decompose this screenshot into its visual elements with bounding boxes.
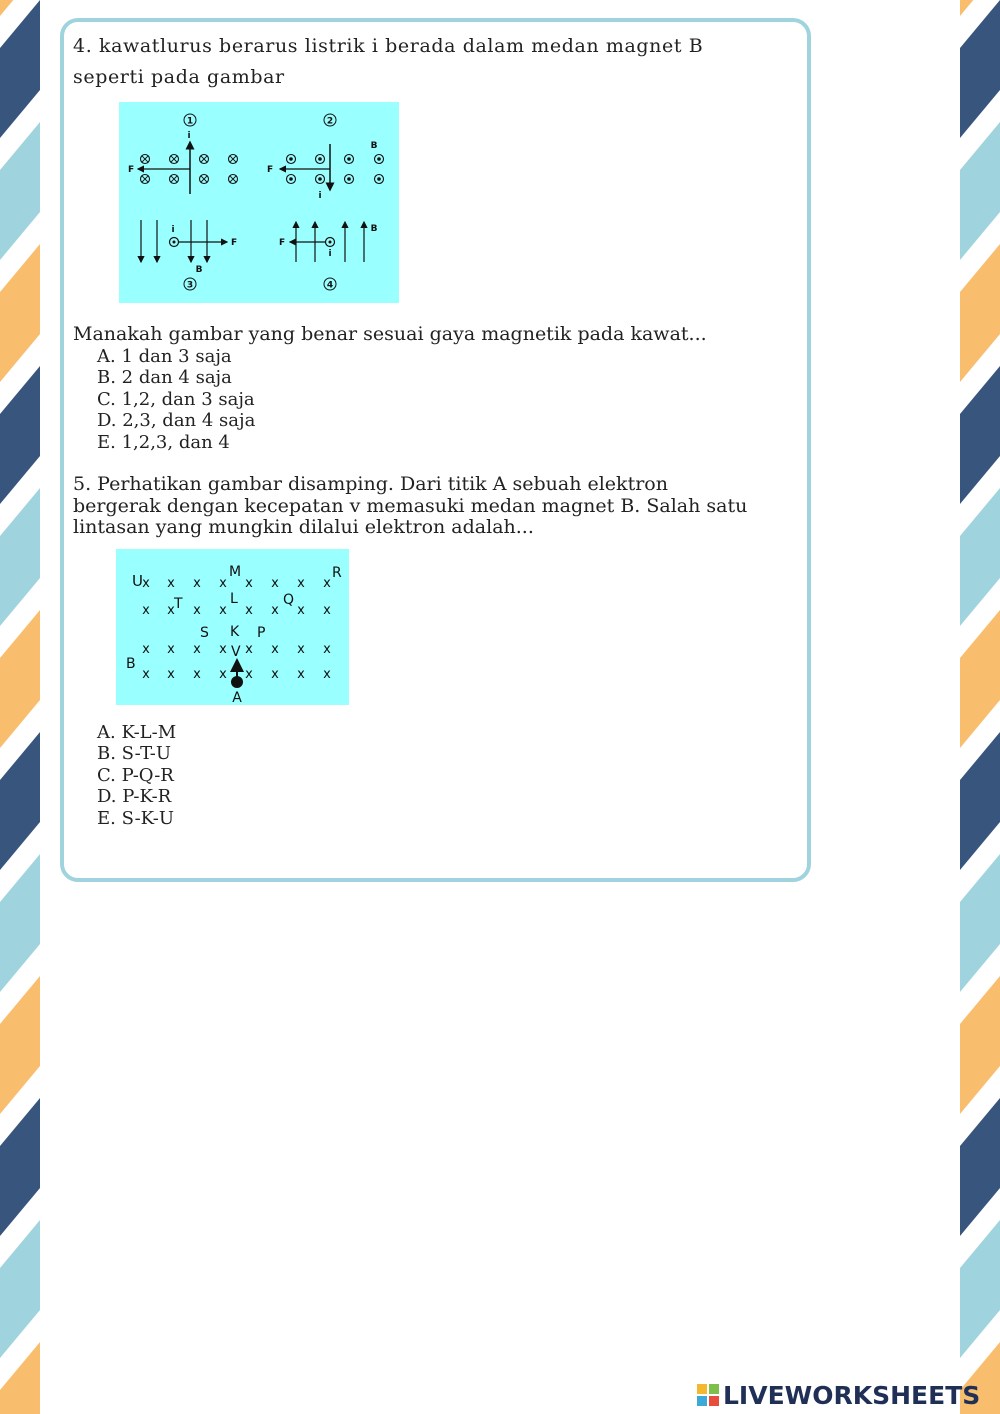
decorative-stripe xyxy=(960,1098,1000,1236)
fig5-label-l: L xyxy=(230,591,238,607)
question-4-text-line1: 4. kawatlurus berarus listrik i berada dalam medan magnet B xyxy=(73,35,704,57)
question-5-text xyxy=(73,474,747,539)
field-cross-mark: x xyxy=(193,642,201,657)
q4-option-c[interactable]: C. 1,2, dan 3 saja xyxy=(97,388,255,410)
field-cross-mark: x xyxy=(167,603,175,618)
liveworksheets-logo-icon xyxy=(697,1384,719,1406)
q5-option-c[interactable]: C. P-Q-R xyxy=(97,764,174,786)
decorative-stripe xyxy=(960,244,1000,382)
decorative-stripe xyxy=(960,366,1000,504)
fig5-label-r: R xyxy=(332,565,342,581)
fig4-label-1: 1 xyxy=(186,116,194,127)
fig5-label-u: U xyxy=(132,572,143,590)
field-cross-mark: x xyxy=(219,576,227,591)
field-cross-mark: x xyxy=(297,667,305,682)
decorative-stripe xyxy=(0,1220,40,1358)
fig4-label-i4: i xyxy=(328,249,332,259)
decorative-stripe xyxy=(960,732,1000,870)
fig4-label-i2: i xyxy=(318,191,322,201)
q4-option-a[interactable]: A. 1 dan 3 saja xyxy=(97,346,232,367)
field-cross-mark: x xyxy=(219,642,227,657)
question-5-options xyxy=(97,722,176,829)
decorative-stripe xyxy=(960,488,1000,626)
decorative-stripe xyxy=(960,976,1000,1114)
q4-option-d[interactable]: D. 2,3, dan 4 saja xyxy=(97,410,256,432)
q5-option-a[interactable]: A. K-L-M xyxy=(97,722,177,743)
fig4-label-b4: B xyxy=(370,224,378,234)
decorative-stripe xyxy=(0,244,40,382)
q5-option-b[interactable]: B. S-T-U xyxy=(97,743,172,765)
fig4-label-f2: F xyxy=(267,165,274,175)
field-cross-mark: x xyxy=(297,642,305,657)
figure-wire-forces xyxy=(119,102,399,303)
fig4-label-2: 2 xyxy=(326,116,334,127)
fig5-label-q: Q xyxy=(283,592,295,608)
field-cross-mark: x xyxy=(142,603,150,618)
decorative-stripe xyxy=(0,366,40,504)
question-4-options xyxy=(97,346,255,453)
decorative-stripe xyxy=(0,854,40,992)
decorative-stripe xyxy=(960,122,1000,260)
field-cross-mark: x xyxy=(167,576,175,591)
fig4-label-4: 4 xyxy=(326,280,334,291)
question-5-line2: bergerak dengan kecepatan v memasuki medan magnet B. Salah satu xyxy=(73,494,748,517)
fig5-label-v: V xyxy=(231,644,241,660)
decorative-stripe xyxy=(960,1220,1000,1358)
decorative-stripe xyxy=(0,1098,40,1236)
field-cross-mark: x xyxy=(271,603,279,618)
fig5-label-s: S xyxy=(200,625,209,641)
field-cross-mark: x xyxy=(142,576,150,591)
decorative-stripe xyxy=(0,976,40,1114)
field-cross-mark: x xyxy=(323,642,331,657)
field-cross-mark: x xyxy=(271,642,279,657)
field-cross-mark: x xyxy=(219,603,227,618)
liveworksheets-brand-text: LIVEWORKSHEETS xyxy=(723,1380,981,1410)
fig4-label-f4: F xyxy=(279,238,286,248)
fig5-label-b: B xyxy=(126,656,136,672)
decorative-stripe xyxy=(0,122,40,260)
fig4-label-b3: B xyxy=(195,265,203,275)
field-cross-mark: x xyxy=(142,667,150,682)
field-cross-mark: x xyxy=(142,642,150,657)
fig4-label-f1: F xyxy=(128,165,135,175)
question-4-prompt: Manakah gambar yang benar sesuai gaya magnetik pada kawat... xyxy=(73,323,707,345)
q4-option-e[interactable]: E. 1,2,3, dan 4 xyxy=(97,431,230,453)
decorative-stripe xyxy=(960,0,1000,138)
field-cross-mark: x xyxy=(323,667,331,682)
question-5-line1: 5. Perhatikan gambar disamping. Dari titik A sebuah elektron xyxy=(73,473,668,495)
question-4-text-line2: seperti pada gambar xyxy=(73,66,285,88)
left-stripe-border xyxy=(0,0,40,1414)
question-5-line3: lintasan yang mungkin dilalui elektron adalah... xyxy=(73,516,534,538)
decorative-stripe xyxy=(0,610,40,748)
field-cross-mark: x xyxy=(323,576,331,591)
field-cross-mark: x xyxy=(271,667,279,682)
field-cross-mark: x xyxy=(245,603,253,618)
field-cross-mark: x xyxy=(193,603,201,618)
field-cross-mark: x xyxy=(167,667,175,682)
field-cross-mark: x xyxy=(167,642,175,657)
decorative-stripe xyxy=(960,610,1000,748)
field-cross-mark: x xyxy=(323,603,331,618)
liveworksheets-logo xyxy=(697,1380,980,1410)
field-cross-mark: x xyxy=(271,576,279,591)
q5-option-d[interactable]: D. P-K-R xyxy=(97,786,172,808)
fig5-label-p: P xyxy=(257,625,266,641)
fig5-label-a: A xyxy=(232,690,242,705)
decorative-stripe xyxy=(0,1342,40,1414)
fig4-label-b2: B xyxy=(370,141,378,151)
fig5-label-k: K xyxy=(230,624,240,640)
field-cross-mark: x xyxy=(193,576,201,591)
figure-electron-path xyxy=(116,549,349,705)
q5-option-e[interactable]: E. S-K-U xyxy=(97,807,175,829)
fig4-label-f3: F xyxy=(231,238,238,248)
fig5-label-t: T xyxy=(174,596,183,612)
fig5-label-m: M xyxy=(229,564,242,580)
field-cross-mark: x xyxy=(297,603,305,618)
fig4-label-i1: i xyxy=(187,131,191,141)
decorative-stripe xyxy=(0,732,40,870)
fig4-label-3: 3 xyxy=(186,280,194,291)
decorative-stripe xyxy=(0,488,40,626)
right-stripe-border xyxy=(960,0,1000,1414)
decorative-stripe xyxy=(0,0,40,138)
field-cross-mark: x xyxy=(193,667,201,682)
field-cross-mark: x xyxy=(245,667,253,682)
decorative-stripe xyxy=(960,854,1000,992)
field-cross-mark: x xyxy=(297,576,305,591)
field-cross-mark: x xyxy=(245,576,253,591)
q4-option-b[interactable]: B. 2 dan 4 saja xyxy=(97,367,232,389)
fig4-label-i3: i xyxy=(171,225,175,235)
field-cross-mark: x xyxy=(219,667,227,682)
field-cross-mark: x xyxy=(245,642,253,657)
